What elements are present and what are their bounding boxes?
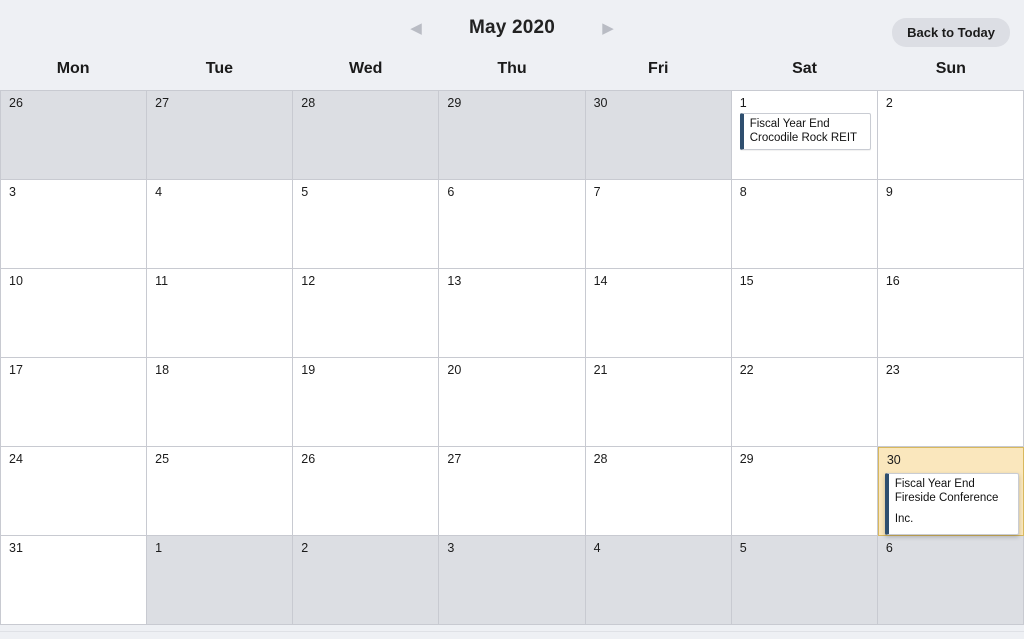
weekday-label-fri: Fri xyxy=(648,60,669,77)
day-number: 26 xyxy=(9,96,23,110)
event-subtitle: Fireside Conference xyxy=(894,492,999,504)
day-cell[interactable] xyxy=(1,536,147,625)
day-cell[interactable] xyxy=(293,180,439,269)
day-cell[interactable] xyxy=(293,447,439,536)
day-number: 11 xyxy=(155,274,169,288)
day-cell[interactable] xyxy=(878,91,1024,180)
event-subtitle: Crocodile Rock REIT xyxy=(749,132,858,144)
day-number: 8 xyxy=(739,185,747,199)
day-cell[interactable] xyxy=(586,447,732,536)
day-cell[interactable] xyxy=(732,91,878,180)
day-cell[interactable] xyxy=(1,180,147,269)
day-cell[interactable] xyxy=(732,536,878,625)
month-navigation xyxy=(407,17,617,39)
day-number: 9 xyxy=(885,185,893,199)
calendar-grid xyxy=(0,90,1024,625)
day-cell[interactable] xyxy=(147,536,293,625)
day-cell[interactable] xyxy=(293,91,439,180)
day-cell[interactable] xyxy=(147,91,293,180)
day-cell[interactable] xyxy=(732,358,878,447)
day-cell[interactable] xyxy=(439,536,585,625)
weekday-label-thu: Thu xyxy=(497,60,527,77)
day-number: 28 xyxy=(593,452,608,466)
day-number: 31 xyxy=(9,541,23,555)
day-number: 25 xyxy=(155,452,170,466)
day-number: 22 xyxy=(739,363,754,377)
day-cell[interactable] xyxy=(293,536,439,625)
calendar-header xyxy=(0,0,1024,56)
day-number: 5 xyxy=(301,185,309,199)
day-number: 10 xyxy=(9,274,23,288)
page-title: May 2020 xyxy=(468,17,556,38)
day-cell[interactable] xyxy=(439,358,585,447)
day-number: 4 xyxy=(593,541,601,555)
day-cell[interactable] xyxy=(878,180,1024,269)
day-cell[interactable] xyxy=(1,91,147,180)
day-cell[interactable] xyxy=(586,536,732,625)
day-number: 20 xyxy=(447,363,462,377)
day-cell[interactable] xyxy=(439,180,585,269)
day-number: 3 xyxy=(9,185,16,199)
day-cell[interactable] xyxy=(293,358,439,447)
weekday-label-mon: Mon xyxy=(56,60,90,77)
day-number: 1 xyxy=(155,541,163,555)
day-cell[interactable] xyxy=(586,91,732,180)
back-to-today-button[interactable]: Back to Today xyxy=(892,18,1010,47)
day-number: 28 xyxy=(301,96,316,110)
day-cell[interactable] xyxy=(878,536,1024,625)
day-cell[interactable] xyxy=(439,269,585,358)
day-cell[interactable] xyxy=(147,180,293,269)
day-number: 7 xyxy=(593,185,601,199)
day-cell[interactable] xyxy=(732,447,878,536)
day-number: 19 xyxy=(301,363,316,377)
day-cell[interactable] xyxy=(439,91,585,180)
event-detail: Inc. xyxy=(894,513,914,525)
day-cell[interactable] xyxy=(878,358,1024,447)
day-number: 24 xyxy=(9,452,23,466)
next-month-icon[interactable]: ▶ xyxy=(602,19,614,37)
day-cell[interactable] xyxy=(147,447,293,536)
day-number: 18 xyxy=(155,363,170,377)
weekday-label-wed: Wed xyxy=(348,60,383,77)
weekday-label-sun: Sun xyxy=(935,60,966,77)
day-number: 1 xyxy=(739,96,747,110)
event-title: Fiscal Year End xyxy=(894,478,975,490)
day-cell[interactable] xyxy=(586,269,732,358)
day-number: 27 xyxy=(155,96,170,110)
weekday-label-tue: Tue xyxy=(205,60,234,77)
horizontal-scrollbar[interactable] xyxy=(0,631,1024,639)
weekday-header-row xyxy=(0,56,1024,90)
previous-month-icon[interactable]: ◀ xyxy=(410,19,422,37)
day-number: 23 xyxy=(885,363,900,377)
day-number: 6 xyxy=(885,541,893,555)
day-number: 26 xyxy=(301,452,316,466)
day-number: 2 xyxy=(885,96,893,110)
day-cell[interactable] xyxy=(586,180,732,269)
day-cell[interactable] xyxy=(878,269,1024,358)
event-title: Fiscal Year End xyxy=(749,118,830,130)
day-cell[interactable] xyxy=(1,447,147,536)
day-cell[interactable] xyxy=(732,269,878,358)
day-number: 15 xyxy=(739,274,754,288)
weekday-label-sat: Sat xyxy=(792,60,818,77)
day-number: 27 xyxy=(447,452,462,466)
day-number: 6 xyxy=(447,185,455,199)
day-number: 21 xyxy=(593,363,608,377)
day-number: 30 xyxy=(886,453,901,467)
day-number: 13 xyxy=(447,274,462,288)
day-cell[interactable] xyxy=(439,447,585,536)
day-number: 17 xyxy=(9,363,23,377)
day-number: 29 xyxy=(447,96,462,110)
calendar-grid-wrapper xyxy=(0,90,1024,639)
day-number: 5 xyxy=(739,541,747,555)
day-number: 29 xyxy=(739,452,754,466)
day-number: 12 xyxy=(301,274,316,288)
day-number: 3 xyxy=(447,541,455,555)
day-number: 4 xyxy=(155,185,163,199)
day-number: 30 xyxy=(593,96,608,110)
day-number: 2 xyxy=(301,541,309,555)
day-cell[interactable] xyxy=(147,269,293,358)
event-popover[interactable] xyxy=(885,473,1019,535)
day-cell[interactable] xyxy=(586,358,732,447)
day-cell[interactable] xyxy=(1,269,147,358)
day-cell[interactable] xyxy=(732,180,878,269)
event-chip[interactable] xyxy=(740,113,871,150)
day-number: 14 xyxy=(593,274,608,288)
day-number: 16 xyxy=(885,274,900,288)
day-cell[interactable] xyxy=(147,358,293,447)
day-cell[interactable] xyxy=(1,358,147,447)
day-cell-selected[interactable] xyxy=(878,447,1024,536)
day-cell[interactable] xyxy=(293,269,439,358)
